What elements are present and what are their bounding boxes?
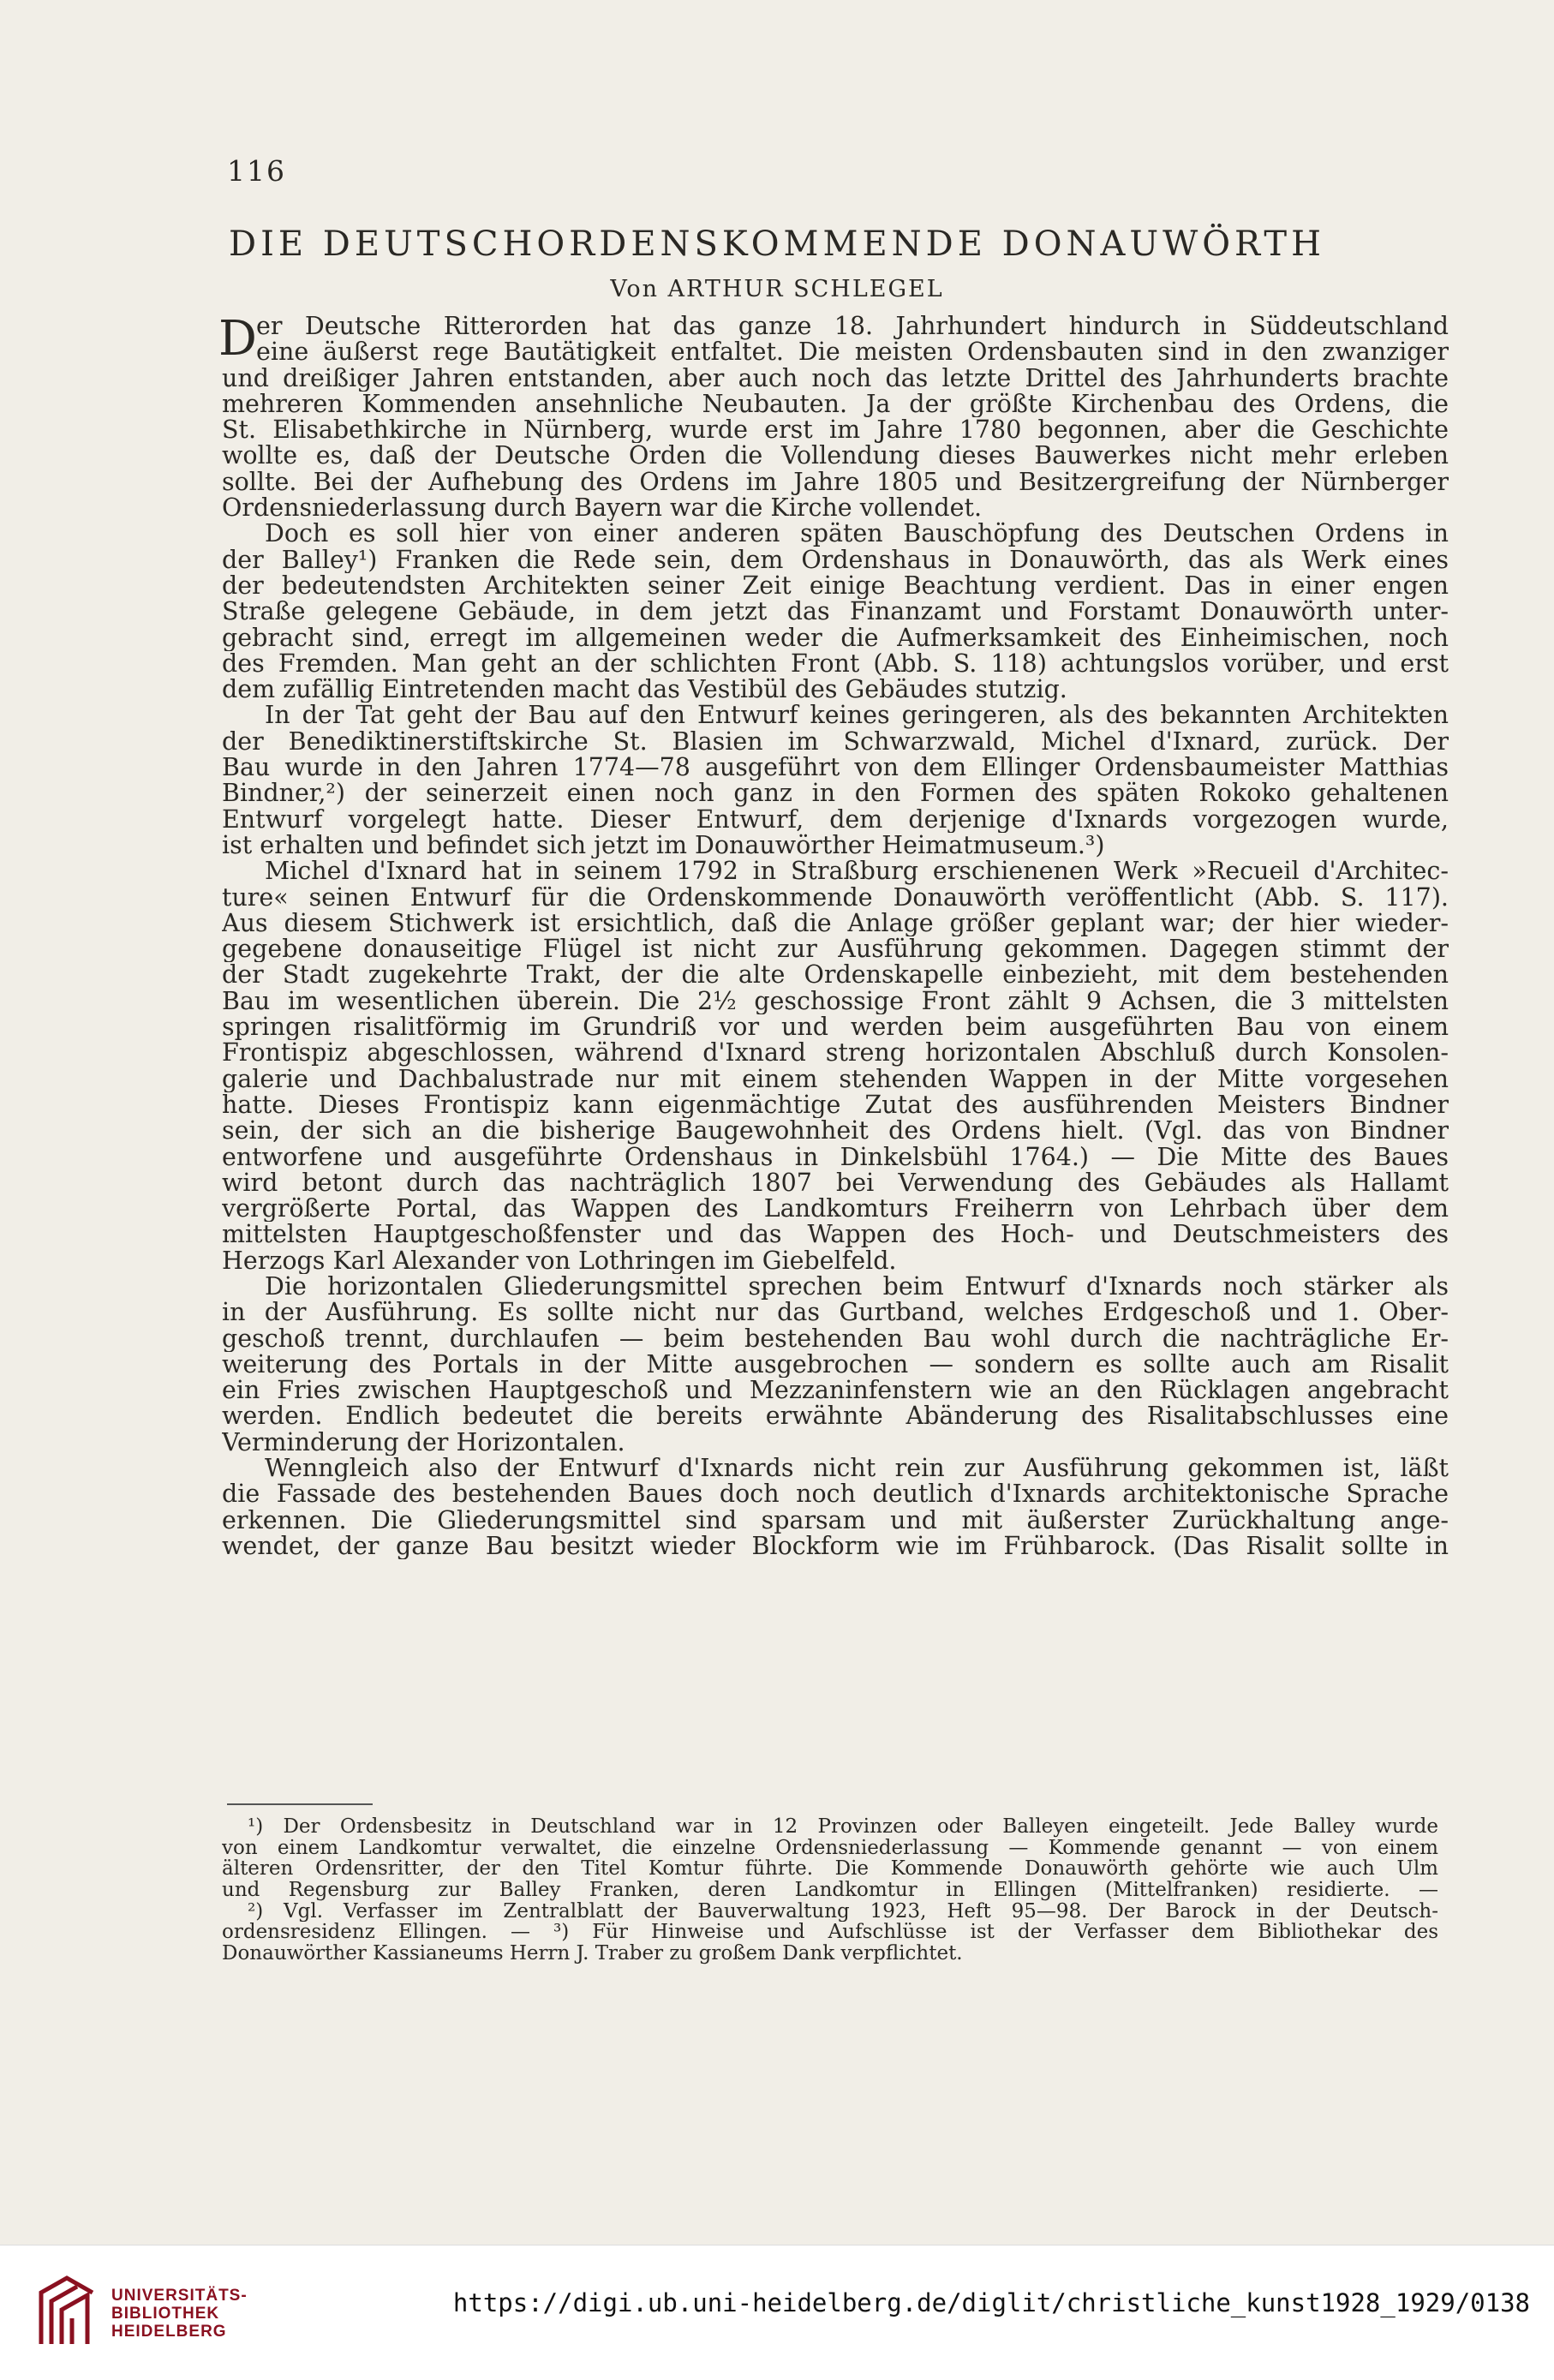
footnote-line: ordensresidenz Ellingen. — ³) Für Hinweise und Aufschlüsse ist der Verfasser dem Bibliothekar des: [222, 1922, 1438, 1944]
body-line: Herzogs Karl Alexander von Lothringen im Giebelfeld.: [222, 1247, 897, 1274]
body-line: entworfene und ausgeführte Ordenshaus in Dinkelsbühl 1764.) — Die Mitte des Baues: [222, 1144, 1449, 1170]
body-line: Bau wurde in den Jahren 1774—78 ausgeführt von dem Ellinger Ordensbaumeister Matthias: [222, 755, 1449, 781]
body-line: in der Ausführung. Es sollte nicht nur das Gurtband, welches Erdgeschoß und 1. Ober-: [222, 1300, 1449, 1326]
body-line: Doch es soll hier von einer anderen späten Bauschöpfung des Deutschen Ordens in: [265, 521, 1449, 547]
page-number: 116: [227, 154, 286, 188]
body-line: Frontispiz abgeschlossen, während d'Ixnard streng horizontalen Abschluß durch Konsolen-: [222, 1040, 1449, 1067]
library-logo-icon: [33, 2271, 101, 2353]
body-line: vergrößerte Portal, das Wappen des Landkomturs Freiherrn von Lehrbach über dem: [222, 1196, 1449, 1223]
author-byline: Von ARTHUR SCHLEGEL: [610, 276, 944, 302]
footnote-divider: [227, 1803, 373, 1805]
body-line: der Stadt zugekehrte Trakt, der die alte Ordenskapelle einbezieht, mit dem bestehenden: [222, 962, 1449, 989]
body-line: weiterung des Portals in der Mitte ausgebrochen — sondern es sollte auch am Risalit: [222, 1351, 1449, 1378]
body-line: Ordensniederlassung durch Bayern war die Kirche vollendet.: [222, 495, 983, 522]
footnote-line: von einem Landkomtur verwaltet, die einzelne Ordensniederlassung — Kommende genannt — von einem: [222, 1837, 1438, 1859]
footnote-line: älteren Ordensritter, der den Titel Komtur führte. Die Kommende Donauwörth gehörte wie auch Ulm: [222, 1858, 1438, 1881]
footnote-line: und Regensburg zur Balley Franken, deren Landkomtur in Ellingen (Mittelfranken) residierte. —: [222, 1880, 1438, 1901]
body-line: Wenngleich also der Entwurf d'Ixnards nicht rein zur Ausführung gekommen ist, läßt: [265, 1456, 1449, 1482]
body-line: Bindner,²) der seinerzeit einen noch ganz in den Formen des späten Rokoko gehaltenen: [222, 780, 1449, 807]
viewer-footer: [0, 2245, 1554, 2380]
body-line: St. Elisabethkirche in Nürnberg, wurde erst im Jahre 1780 begonnen, aber die Geschichte: [222, 417, 1449, 444]
body-line: und dreißiger Jahren entstanden, aber auch noch das letzte Drittel des Jahrhunderts brachte: [222, 365, 1449, 392]
body-line: sein, der sich an die bisherige Baugewohnheit des Ordens hielt. (Vgl. das von Bindner: [222, 1118, 1449, 1145]
body-line: geschoß trennt, durchlaufen — beim bestehenden Bau wohl durch die nachträgliche Er-: [222, 1325, 1449, 1352]
footnote-line: ²) Vgl. Verfasser im Zentralblatt der Bauverwaltung 1923, Heft 95—98. Der Barock in der Deutsch-: [248, 1900, 1438, 1923]
footnote-line: Donauwörther Kassianeums Herrn J. Traber zu großem Dank verpflichtet.: [222, 1943, 963, 1964]
body-line: Aus diesem Stichwerk ist ersichtlich, daß die Anlage größer geplant war; der hier wieder-: [222, 910, 1449, 937]
body-line: In der Tat geht der Bau auf den Entwurf keines geringeren, als des bekannten Architekten: [265, 703, 1449, 729]
body-line: Michel d'Ixnard hat in seinem 1792 in Straßburg erschienenen Werk »Recueil d'Architec-: [265, 858, 1449, 885]
drop-cap: D: [218, 311, 257, 367]
body-line: eine äußerst rege Bautätigkeit entfaltet. Die meisten Ordensbauten sind in den zwanziger: [256, 339, 1449, 366]
footnotes: [222, 1816, 1438, 1964]
body-line: Die horizontalen Gliederungsmittel sprechen beim Entwurf d'Ixnards noch stärker als: [265, 1273, 1449, 1301]
body-line: Entwurf vorgelegt hatte. Dieser Entwurf, dem derjenige d'Ixnards vorgezogen wurde,: [222, 806, 1449, 833]
body-line: mehreren Kommenden ansehnliche Neubauten. Ja der größte Kirchenbau des Ordens, die: [222, 391, 1449, 418]
body-line: werden. Endlich bedeutet die bereits erwähnte Abänderung des Risalitabschlusses eine: [222, 1403, 1449, 1430]
body-line: gebracht sind, erregt im allgemeinen weder die Aufmerksamkeit des Einheimischen, noch: [222, 625, 1449, 651]
body-line: Straße gelegene Gebäude, in dem jetzt das Finanzamt und Forstamt Donauwörth unter-: [222, 599, 1449, 625]
library-name: UNIVERSITÄTS- BIBLIOTHEK HEIDELBERG: [111, 2287, 248, 2341]
body-line: wird betont durch das nachträglich 1807 bei Verwendung des Gebäudes als Hallamt: [222, 1169, 1449, 1197]
body-line: wollte es, daß der Deutsche Orden die Vollendung dieses Bauwerkes nicht mehr erleben: [222, 443, 1449, 469]
body-line: dem zufällig Eintretenden macht das Vestibül des Gebäudes stutzig.: [222, 677, 1067, 703]
body-line: Bau im wesentlichen überein. Die 2½ geschossige Front zählt 9 Achsen, die 3 mittelsten: [222, 988, 1449, 1015]
footnote-line: ¹) Der Ordensbesitz in Deutschland war in 12 Provinzen oder Balleyen eingeteilt. Jede Balley wurde: [248, 1816, 1438, 1838]
body-line: erkennen. Die Gliederungsmittel sind sparsam und mit äußerster Zurückhaltung ange-: [222, 1507, 1449, 1534]
body-line: gegebene donauseitige Flügel ist nicht zur Ausführung gekommen. Dagegen stimmt der: [222, 936, 1449, 963]
body-line: der bedeutendsten Architekten seiner Zeit einige Beachtung verdient. Das in einer engen: [222, 572, 1449, 600]
body-line: galerie und Dachbalustrade nur mit einem stehenden Wappen in der Mitte vorgesehen: [222, 1066, 1449, 1092]
body-line: ist erhalten und befindet sich jetzt im Donauwörther Heimatmuseum.³): [222, 832, 1105, 859]
permalink-url[interactable]: https://digi.ub.uni-heidelberg.de/diglit/christliche_kunst1928_1929/0138: [452, 2288, 1530, 2317]
body-line: die Fassade des bestehenden Baues doch noch deutlich d'Ixnards architektonische Sprache: [222, 1481, 1449, 1508]
body-line: wendet, der ganze Bau besitzt wieder Blockform wie im Frühbarock. (Das Risalit sollte in: [222, 1533, 1449, 1560]
body-line: Verminderung der Horizontalen.: [222, 1429, 625, 1456]
body-line: D er Deutsche Ritterorden hat das ganze 18. Jahrhundert hindurch in Süddeutschland: [218, 311, 1449, 367]
body-line: ture« seinen Entwurf für die Ordenskommende Donauwörth veröffentlicht (Abb. S. 117).: [222, 884, 1449, 911]
body-line: sollte. Bei der Aufhebung des Ordens im Jahre 1805 und Besitzergreifung der Nürnberger: [222, 469, 1449, 496]
body-line: hatte. Dieses Frontispiz kann eigenmächtige Zutat des ausführenden Meisters Bindner: [222, 1091, 1449, 1119]
body-line: der Balley¹) Franken die Rede sein, dem Ordenshaus in Donauwörth, das als Werk eines: [222, 547, 1449, 573]
article-body: [218, 311, 1449, 1560]
body-line: des Fremden. Man geht an der schlichten Front (Abb. S. 118) achtungslos vorüber, und erst: [222, 650, 1449, 678]
body-line: ein Fries zwischen Hauptgeschoß und Mezzaninfenstern wie an den Rücklagen angebracht: [222, 1378, 1449, 1404]
article-title: DIE DEUTSCHORDENSKOMMENDE DONAUWÖRTH: [229, 224, 1325, 264]
body-line: der Benediktinerstiftskirche St. Blasien im Schwarzwald, Michel d'Ixnard, zurück. Der: [222, 728, 1449, 756]
body-line: springen risalitförmig im Grundriß vor und werden beim ausgeführten Bau von einem: [222, 1014, 1449, 1041]
body-line: mittelsten Hauptgeschoßfenster und das Wappen des Hoch- und Deutschmeisters des: [222, 1222, 1449, 1248]
